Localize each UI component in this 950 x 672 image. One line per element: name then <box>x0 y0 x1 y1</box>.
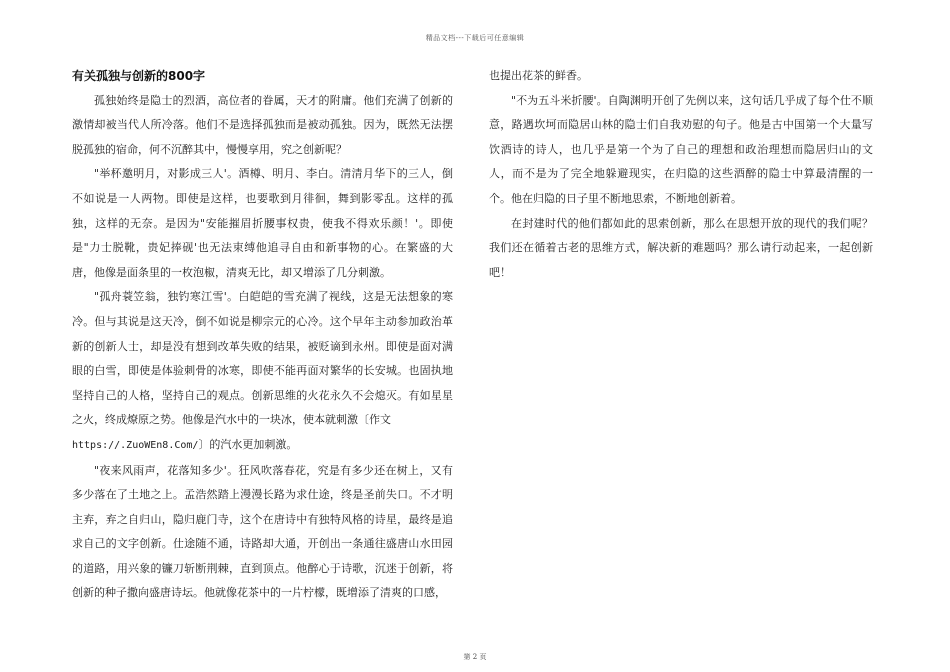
paragraph-continuation: 也提出花茶的鲜香。 <box>489 69 588 82</box>
paragraph: "举杯邀明月，对影成三人'。酒樽、明月、李白。清清月华下的三人，倒不如说是一人两物。即使是这样，也要歌到月徘徊，舞到影零乱。这样的孤独，这样的无奈。是因为"安能摧眉折腰事权贵，使我不得欢乐颜！'。即使是"力士脱靴，贵妃捧砚'也无法束缚他追寻自由和新事物的心。在繁盛的大唐，他像是面条里的一枚泡椒，清爽无比，却又增添了几分刺激。 <box>72 167 453 279</box>
source-url: https://.ZuoWEn8.Com/ <box>72 439 199 451</box>
right-column <box>489 64 873 285</box>
paragraph: 在封建时代的他们都如此的思索创新，那么在思想开放的现代的我们呢？我们还在循着古老的思维方式，解决新的难题吗？那么请行动起来，一起创新吧！ <box>489 216 873 279</box>
url-line <box>72 433 453 459</box>
page-header: 精品文档---下载后可任意编辑 <box>425 34 525 42</box>
url-suffix: 〕的汽水更加刺激。 <box>198 437 298 451</box>
paragraph: "孤舟蓑笠翁，独钓寒江雪'。白皑皑的雪充满了视线，这是无法想象的寒冷。但与其说是这天冷，倒不如说是柳宗元的心冷。这个早年主动参加政治革新的创新人士，却是没有想到改革失败的结果，被贬谪到永州。即使是面对满眼的白雪，即使是体验刺骨的冰寒，即使不能再面对繁华的长安城。也固执地坚持自己的人格，坚持自己的观点。创新思维的火花永久不会熄灭。有如星星之火，终成燎原之势。他像是汽水中的一块冰，使本就刺激〔作文 <box>72 290 453 427</box>
paragraph: "不为五斗米折腰'。自陶渊明开创了先例以来，这句话几乎成了每个仕不顺意，路遇坎坷而隐居山林的隐士们自我劝慰的句子。他是古中国第一个大量写饮酒诗的诗人，也几乎是第一个为了自己的理想和政治理想而隐居归山的文人，而不是为了完全地躲避现实，在归隐的这些酒醉的隐士中算最清醒的一个。他在归隐的日子里不断地思索，不断地创新着。 <box>489 93 873 205</box>
page-number: 第 2 页 <box>463 653 487 661</box>
article-title: 有关孤独与创新的800字 <box>72 69 206 83</box>
paragraph: 孤独始终是隐士的烈酒，高位者的眷属，天才的附庸。他们充满了创新的激情却被当代人所冷落。他们不是选择孤独而是被动孤独。因为，既然无法摆脱孤独的宿命，何不沉醉其中，慢慢享用，究之创新呢？ <box>72 93 453 156</box>
left-column <box>72 64 453 606</box>
paragraph: "夜来风雨声，花落知多少'。狂风吹落春花，究是有多少还在树上，又有多少落在了土地之上。孟浩然踏上漫漫长路为求仕途，终是圣前失口。不才明主弃，弃之自归山，隐归鹿门寺，这个在唐诗中有独特风格的诗星，最终是追求自己的文字创新。仕途随不通，诗路却大通，开创出一条通往盛唐山水田园的道路，用兴象的镰刀斩断荆棘，直到顶点。他醉心于诗歌，沉迷于创新，将创新的种子撒向盛唐诗坛。他就像花茶中的一片柠檬，既增添了清爽的口感， <box>72 463 453 600</box>
